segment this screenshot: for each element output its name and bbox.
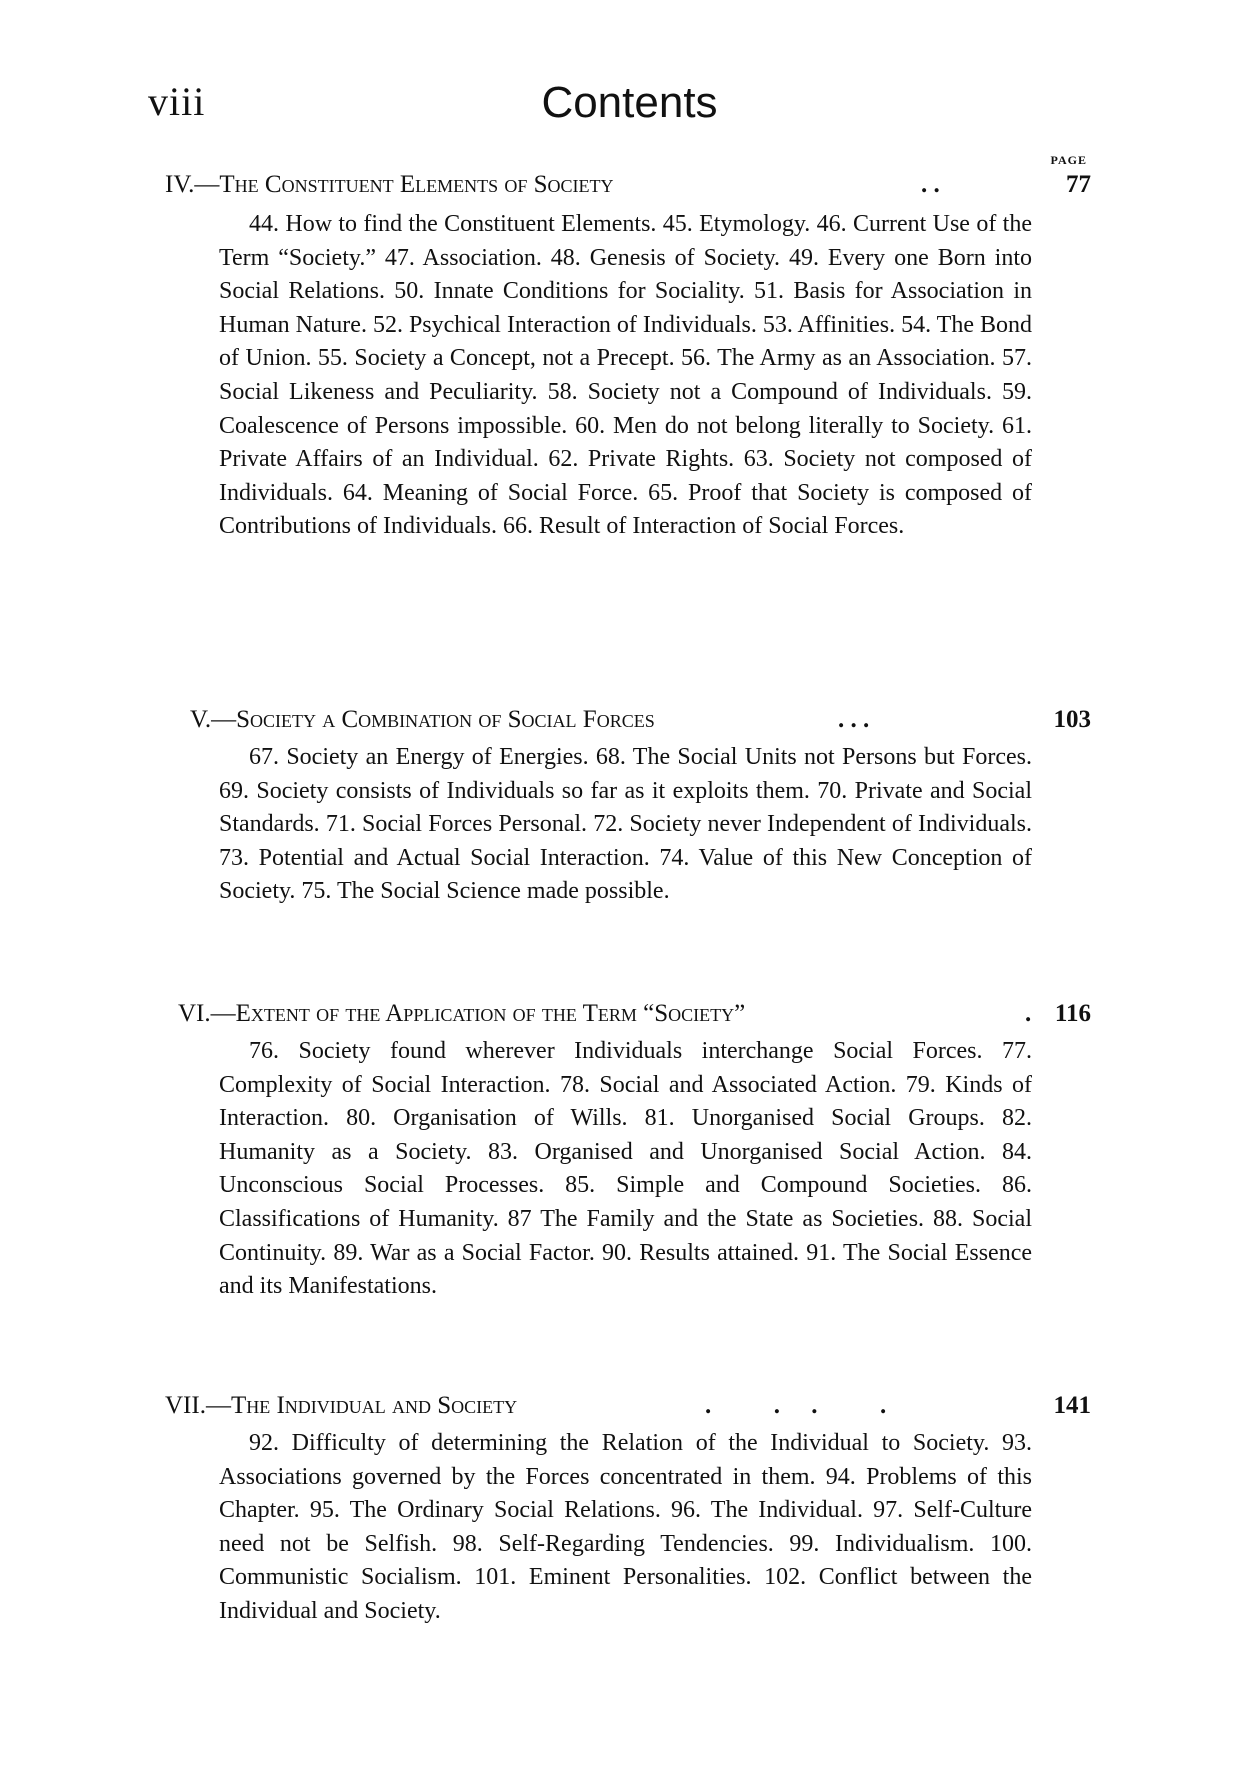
- dot-leader: . . .: [838, 706, 870, 733]
- chapter-title[interactable]: VI.—Extent of the Application of the Term “Society”: [178, 1000, 746, 1027]
- dot-leader: .: [1025, 1000, 1032, 1027]
- chapter-vi: [0, 997, 1259, 1300]
- chapter-iv: [0, 168, 1259, 540]
- chapter-summary: 92. Difficulty of determining the Relation of the Individual to Society. 93. Associations governed by the Forces concentrated in them. 94. Problems of this Chapter. 95. The Ordinary Social Relations. 96. The Individual. 97. Self-Culture need not be Selfish. 98. Self-Regarding Tendencies. 99. Individualism. 100. Communistic Socialism. 101. Eminent Personalities. 102. Conflict between the Individual and Society.: [219, 1430, 1032, 1624]
- chapter-page-number[interactable]: 103: [1053, 706, 1091, 733]
- chapter-heading: [0, 703, 1259, 737]
- chapter-title[interactable]: VII.—The Individual and Society: [165, 1392, 518, 1419]
- chapter-heading: [0, 168, 1259, 202]
- chapter-summary: 44. How to find the Constituent Elements. 45. Etymology. 46. Current Use of the Term “Society.” 47. Association. 48. Genesis of Society. 49. Every one Born into Social Relations. 50. Innate Conditions for Sociality. 51. Basis for Association in Human Nature. 52. Psychical Interaction of Individuals. 53. Affinities. 54. The Bond of Union. 55. Society a Concept, not a Precept. 56. The Army as an Association. 57. Social Likeness and Peculiarity. 58. Society not a Compound of Individuals. 59. Coalescence of Persons impossible. 60. Men do not belong literally to Society. 61. Private Affairs of an Individual. 62. Private Rights. 63. Society not composed of Individuals. 64. Meaning of Social Force. 65. Proof that Society is composed of Contributions of Individuals. 66. Result of Interaction of Social Forces.: [219, 211, 1032, 540]
- chapter-summary: 67. Society an Energy of Energies. 68. The Social Units not Persons but Forces. 69. Society consists of Individuals so far as it exploits them. 70. Private and Social Standards. 71. Social Forces Personal. 72. Society never Independent of Individuals. 73. Potential and Actual Social Interaction. 74. Value of this New Conception of Society. 75. The Social Science made possible.: [219, 744, 1032, 905]
- chapter-title[interactable]: IV.—The Constituent Elements of Society: [165, 171, 614, 198]
- chapter-vii: [0, 1389, 1259, 1624]
- dot-leader: . .: [921, 171, 940, 198]
- chapter-page-number[interactable]: 116: [1054, 1000, 1091, 1027]
- chapter-page-number[interactable]: 141: [1053, 1392, 1091, 1419]
- chapter-page-number[interactable]: 77: [1066, 171, 1091, 198]
- chapter-heading: [0, 1389, 1259, 1423]
- chapter-heading: [0, 997, 1259, 1031]
- page-number: viii: [148, 79, 206, 124]
- chapter-summary: 76. Society found wherever Individuals interchange Social Forces. 77. Complexity of Social Interaction. 78. Social and Associated Action. 79. Kinds of Interaction. 80. Organisation of Wills. 81. Unorganised Social Groups. 82. Humanity as a Society. 83. Organised and Unorganised Social Action. 84. Unconscious Social Processes. 85. Simple and Compound Societies. 86. Classifications of Humanity. 87 The Family and the State as Societies. 88. Social Continuity. 89. War as a Social Factor. 90. Results attained. 91. The Social Essence and its Manifestations.: [219, 1038, 1032, 1300]
- chapter-v: [0, 703, 1259, 905]
- page-column-label: PAGE: [1050, 153, 1087, 167]
- chapter-title[interactable]: V.—Society a Combination of Social Forces: [190, 706, 655, 733]
- dot-leader: . . . .: [705, 1392, 887, 1419]
- page-title: Contents: [541, 78, 718, 127]
